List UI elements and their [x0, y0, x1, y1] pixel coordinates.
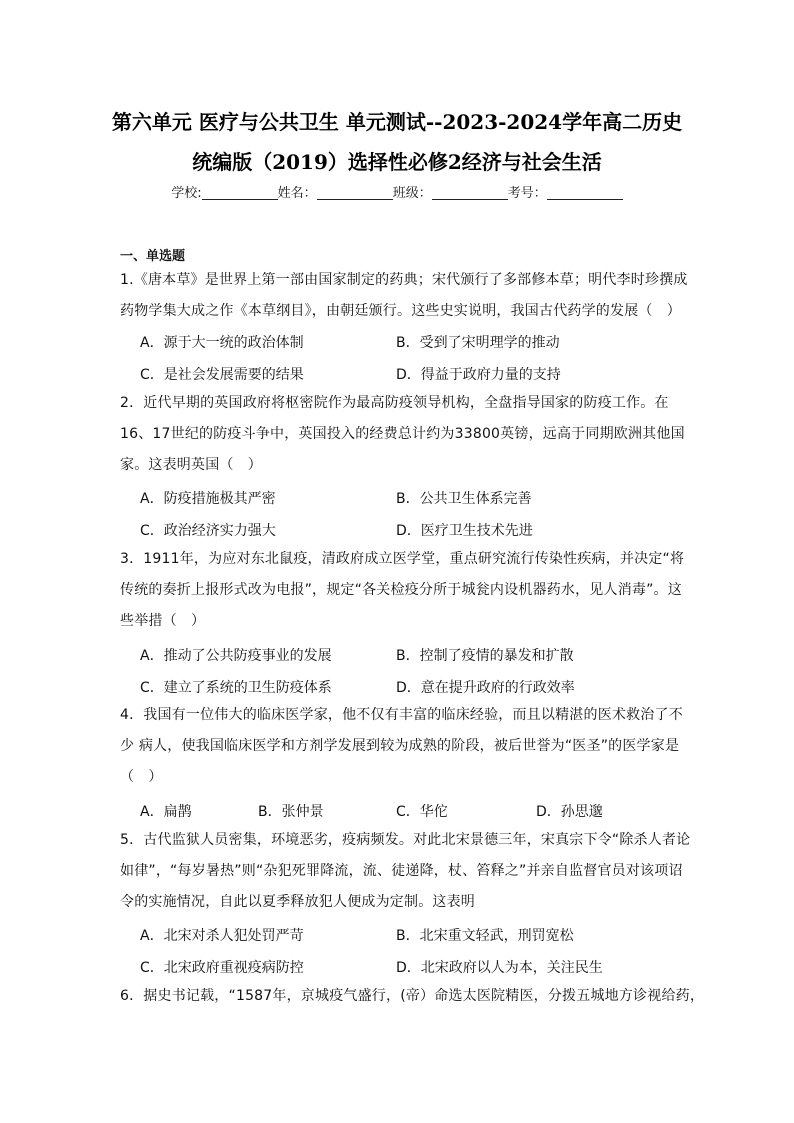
- question-1-option-d[interactable]: D．得益于政府力量的支持: [396, 367, 561, 383]
- section-heading: 一、单选题: [120, 249, 186, 264]
- question-4: [120, 700, 683, 793]
- question-1-options-row-2: [140, 364, 660, 384]
- question-4-option-b[interactable]: B．张仲景: [258, 804, 324, 820]
- question-2: [120, 388, 685, 481]
- name-blank: [317, 185, 393, 200]
- question-5-option-a[interactable]: A．北宋对杀人犯处罚严苛: [140, 928, 304, 944]
- question-5-options-row-1: [140, 925, 660, 945]
- question-5-option-b[interactable]: B．北宋重文轻武，刑罚宽松: [396, 928, 574, 944]
- student-info-row: [0, 182, 794, 201]
- question-4-line-1: 4．我国有一位伟大的临床医学家，他不仅有丰富的临床经验，而且以精湛的医术救治了不: [120, 707, 683, 723]
- page-title-line-1: 第六单元 医疗与公共卫生 单元测试--2023-2024学年高二历史: [111, 110, 683, 134]
- question-4-option-c[interactable]: C．华佗: [396, 804, 448, 820]
- question-3: [120, 544, 685, 637]
- question-2-line-1: 2．近代早期的英国政府将枢密院作为最高防疫领导机构，全盘指导国家的防疫工作。在: [120, 395, 669, 411]
- question-2-option-a[interactable]: A．防疫措施极其严密: [140, 491, 276, 507]
- number-blank: [547, 185, 623, 200]
- school-blank: [202, 185, 278, 200]
- question-3-option-d[interactable]: D．意在提升政府的行政效率: [396, 680, 575, 696]
- question-5-line-2: 如律”，“每岁暑热”则“杂犯死罪降流，流、徒递降，杖、笞释之”并亲自监督官员对该项诏: [120, 863, 683, 879]
- question-2-options-row-1: [140, 488, 660, 508]
- question-2-line-3: 家。这表明英国（ ）: [120, 457, 262, 473]
- question-3-line-1: 3．1911年，为应对东北鼠疫，清政府成立医学堂，重点研究流行传染性疾病，并决定“将: [120, 551, 685, 567]
- name-label: 姓名：: [277, 186, 317, 201]
- question-5-option-c[interactable]: C．北宋政府重视疫病防控: [140, 960, 304, 976]
- question-1: [120, 265, 688, 327]
- question-5-line-1: 5．古代监狱人员密集，环境恶劣，疫病频发。对此北宋景德三年，宋真宗下令“除杀人者论: [120, 832, 691, 848]
- class-label: 班级：: [392, 186, 432, 201]
- question-4-option-d[interactable]: D．孙思邈: [536, 804, 603, 820]
- question-1-option-c[interactable]: C．是社会发展需要的结果: [140, 367, 304, 383]
- question-4-line-3: （ ）: [120, 769, 163, 785]
- question-1-option-b[interactable]: B．受到了宋明理学的推动: [396, 335, 560, 351]
- question-6: [120, 981, 705, 1012]
- question-2-option-d[interactable]: D．医疗卫生技术先进: [396, 523, 533, 539]
- question-2-options-row-2: [140, 520, 660, 540]
- question-5-line-3: 令的实施情况，自此以夏季释放犯人便成为定制。这表明: [120, 894, 475, 910]
- question-3-option-c[interactable]: C．建立了系统的卫生防疫体系: [140, 680, 332, 696]
- question-1-line-1: 1.《唐本草》是世界上第一部由国家制定的药典；宋代颁行了多部修本草；明代李时珍撰成: [120, 272, 688, 288]
- question-3-options-row-1: [140, 645, 660, 665]
- number-label: 考号：: [507, 186, 547, 201]
- question-4-options-row: [140, 801, 660, 821]
- question-2-line-2: 16、17世纪的防疫斗争中，英国投入的经费总计约为33800英镑，远高于同期欧洲其他国: [120, 426, 685, 442]
- question-1-option-a[interactable]: A．源于大一统的政治体制: [140, 335, 304, 351]
- question-3-options-row-2: [140, 677, 660, 697]
- question-2-option-c[interactable]: C．政治经济实力强大: [140, 523, 276, 539]
- question-3-option-a[interactable]: A．推动了公共防疫事业的发展: [140, 648, 332, 664]
- question-6-line-1: 6．据史书记载，“1587年，京城疫气盛行，(帝）命选太医院精医，分拨五城地方诊视给药，: [120, 988, 705, 1004]
- question-5-options-row-2: [140, 957, 660, 977]
- question-3-option-b[interactable]: B．控制了疫情的暴发和扩散: [396, 648, 574, 664]
- question-4-option-a[interactable]: A．扁鹊: [140, 804, 192, 820]
- school-label: 学校:: [171, 186, 202, 201]
- question-5-option-d[interactable]: D．北宋政府以人为本，关注民生: [396, 960, 603, 976]
- class-blank: [432, 185, 508, 200]
- question-1-options-row-1: [140, 332, 660, 352]
- question-2-option-b[interactable]: B．公共卫生体系完善: [396, 491, 532, 507]
- question-4-line-2: 少 病人，使我国临床医学和方剂学发展到较为成熟的阶段，被后世誉为“医圣”的医学家是: [120, 738, 680, 754]
- page-title-line-2: 统编版（2019）选择性必修2经济与社会生活: [192, 150, 602, 174]
- question-5: [120, 825, 691, 918]
- question-3-line-2: 传统的奏折上报形式改为电报”，规定“各关检疫分所于城瓮内设机器药水，见人消毒”。这: [120, 582, 682, 598]
- question-1-line-2: 药物学集大成之作《本草纲目》，由朝廷颁行。这些史实说明，我国古代药学的发展（ ）: [120, 303, 681, 319]
- question-3-line-3: 些举措（ ）: [120, 613, 206, 629]
